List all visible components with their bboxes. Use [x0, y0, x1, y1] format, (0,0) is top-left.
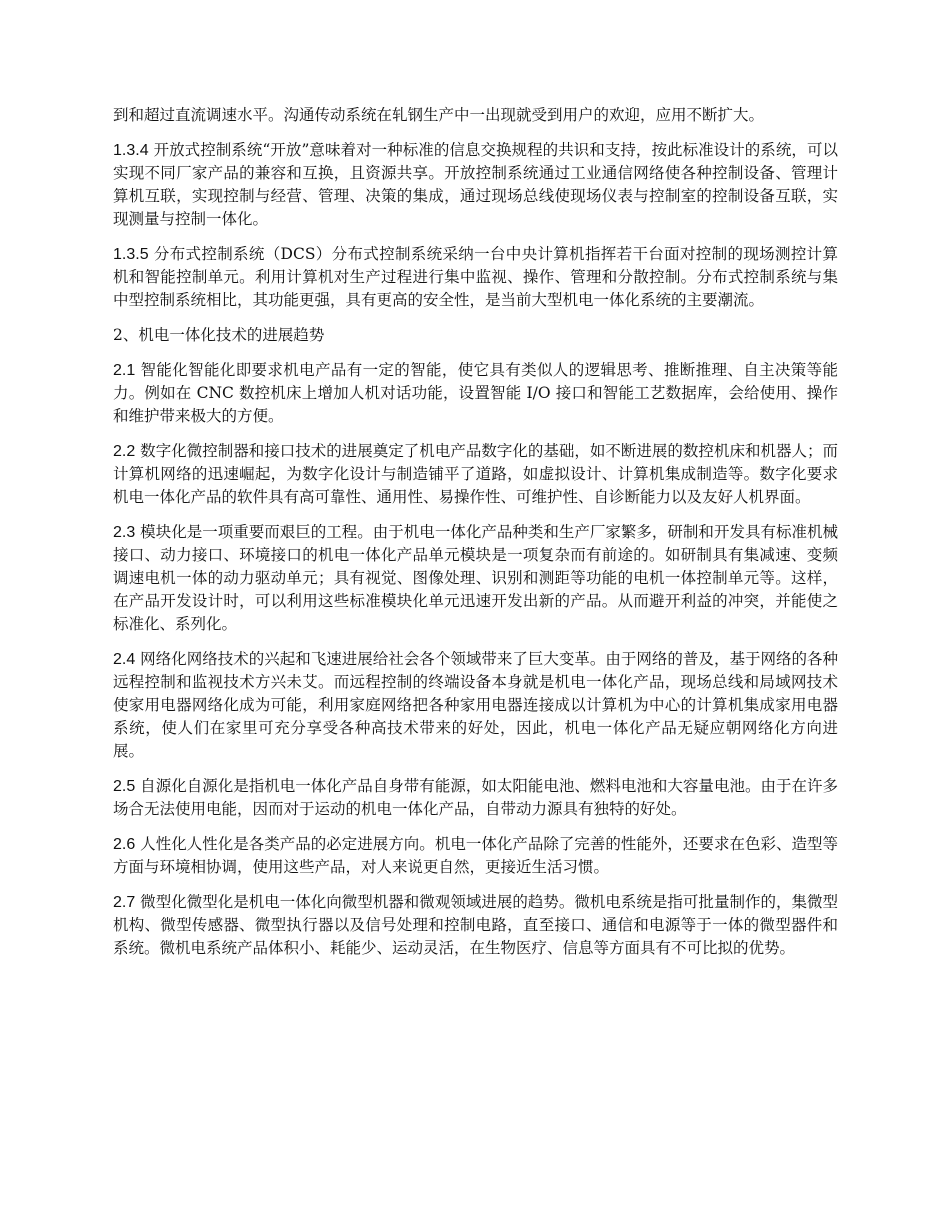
heading-text: 2、机电一体化技术的进展趋势 — [113, 326, 325, 344]
section-number: 2.4 — [113, 651, 136, 668]
section-number: 1.3.5 — [113, 246, 149, 263]
paragraph-text: 人性化人性化是各类产品的必定进展方向。机电一体化产品除了完善的性能外，还要求在色彩、造型等方面与环境相协调，使用这些产品，对人来说更自然，更接近生活习惯。 — [113, 835, 838, 876]
section-number: 2.1 — [113, 362, 136, 379]
paragraph-text: 模块化是一项重要而艰巨的工程。由于机电一体化产品种类和生产厂家繁多，研制和开发具有标准机械接口、动力接口、环境接口的机电一体化产品单元模块是一项复杂而有前途的。如研制具有集减速、变频调速电机一体的动力驱动单元；具有视觉、图像处理、识别和测距等功能的电机一体控制单元等。这样，在产品开发设计时，可以利用这些标准模块化单元迅速开发出新的产品。从而避开利益的冲突，并能使之标准化、系列化。 — [113, 523, 838, 633]
paragraph-text: 网络化网络技术的兴起和飞速进展给社会各个领域带来了巨大变革。由于网络的普及，基于网络的各种远程控制和监视技术方兴未艾。而远程控制的终端设备本身就是机电一体化产品，现场总线和局域网技术使家用电器网络化成为可能，利用家庭网络把各种家用电器连接成以计算机为中心的计算机集成家用电器系统，使人们在家里可充分享受各种高技术带来的好处，因此，机电一体化产品无疑应朝网络化方向进展。 — [113, 650, 838, 760]
paragraph-self-powered — [113, 775, 838, 821]
paragraph-modularization — [113, 521, 838, 636]
paragraph-text: 到和超过直流调速水平。沟通传动系统在轧钢生产中一出现就受到用户的欢迎，应用不断扩大。 — [113, 106, 765, 124]
paragraph-text: 数字化微控制器和接口技术的进展奠定了机电产品数字化的基础，如不断进展的数控机床和机器人；而计算机网络的迅速崛起，为数字化设计与制造铺平了道路，如虚拟设计、计算机集成制造等。数字化要求机电一体化产品的软件具有高可靠性、通用性、易操作性、可维护性、自诊断能力以及友好人机界面。 — [113, 442, 838, 506]
paragraph-text: 自源化自源化是指机电一体化产品自身带有能源，如太阳能电池、燃料电池和大容量电池。由于在许多场合无法使用电能，因而对于运动的机电一体化产品，自带动力源具有独特的好处。 — [113, 777, 838, 818]
paragraph-text: 智能化智能化即要求机电产品有一定的智能，使它具有类似人的逻辑思考、推断推理、自主决策等能力。例如在 CNC 数控机床上增加人机对话功能，设置智能 I/O 接口和智能工艺数据库，会给使用、操作和维护带来极大的方便。 — [113, 361, 838, 425]
paragraph-dcs — [113, 243, 838, 312]
paragraph-intelligence — [113, 359, 838, 428]
paragraph-humanization — [113, 833, 838, 879]
section-heading-trends — [113, 324, 838, 347]
paragraph-intro-continuation — [113, 104, 838, 127]
paragraph-miniaturization — [113, 891, 838, 960]
section-number: 1.3.4 — [113, 142, 149, 159]
section-number: 2.2 — [113, 443, 136, 460]
paragraph-text: 分布式控制系统（DCS）分布式控制系统采纳一台中央计算机指挥若干台面对控制的现场测控计算机和智能控制单元。利用计算机对生产过程进行集中监视、操作、管理和分散控制。分布式控制系统与集中型控制系统相比，其功能更强，具有更高的安全性，是当前大型机电一体化系统的主要潮流。 — [113, 245, 838, 309]
section-number: 2.6 — [113, 836, 136, 853]
section-number: 2.7 — [113, 894, 136, 911]
section-number: 2.3 — [113, 524, 136, 541]
paragraph-open-control-system — [113, 139, 838, 231]
paragraph-digitalization — [113, 440, 838, 509]
section-number: 2.5 — [113, 778, 136, 795]
paragraph-text: 开放式控制系统“开放”意味着对一种标准的信息交换规程的共识和支持，按此标准设计的系统，可以实现不同厂家产品的兼容和互换，且资源共享。开放控制系统通过工业通信网络使各种控制设备、管理计算机互联，实现控制与经营、管理、决策的集成，通过现场总线使现场仪表与控制室的控制设备互联，实现测量与控制一体化。 — [113, 141, 838, 228]
paragraph-networking — [113, 648, 838, 763]
paragraph-text: 微型化微型化是机电一体化向微型机器和微观领域进展的趋势。微机电系统是指可批量制作的，集微型机构、微型传感器、微型执行器以及信号处理和控制电路，直至接口、通信和电源等于一体的微型器件和系统。微机电系统产品体积小、耗能少、运动灵活，在生物医疗、信息等方面具有不可比拟的优势。 — [113, 893, 838, 957]
